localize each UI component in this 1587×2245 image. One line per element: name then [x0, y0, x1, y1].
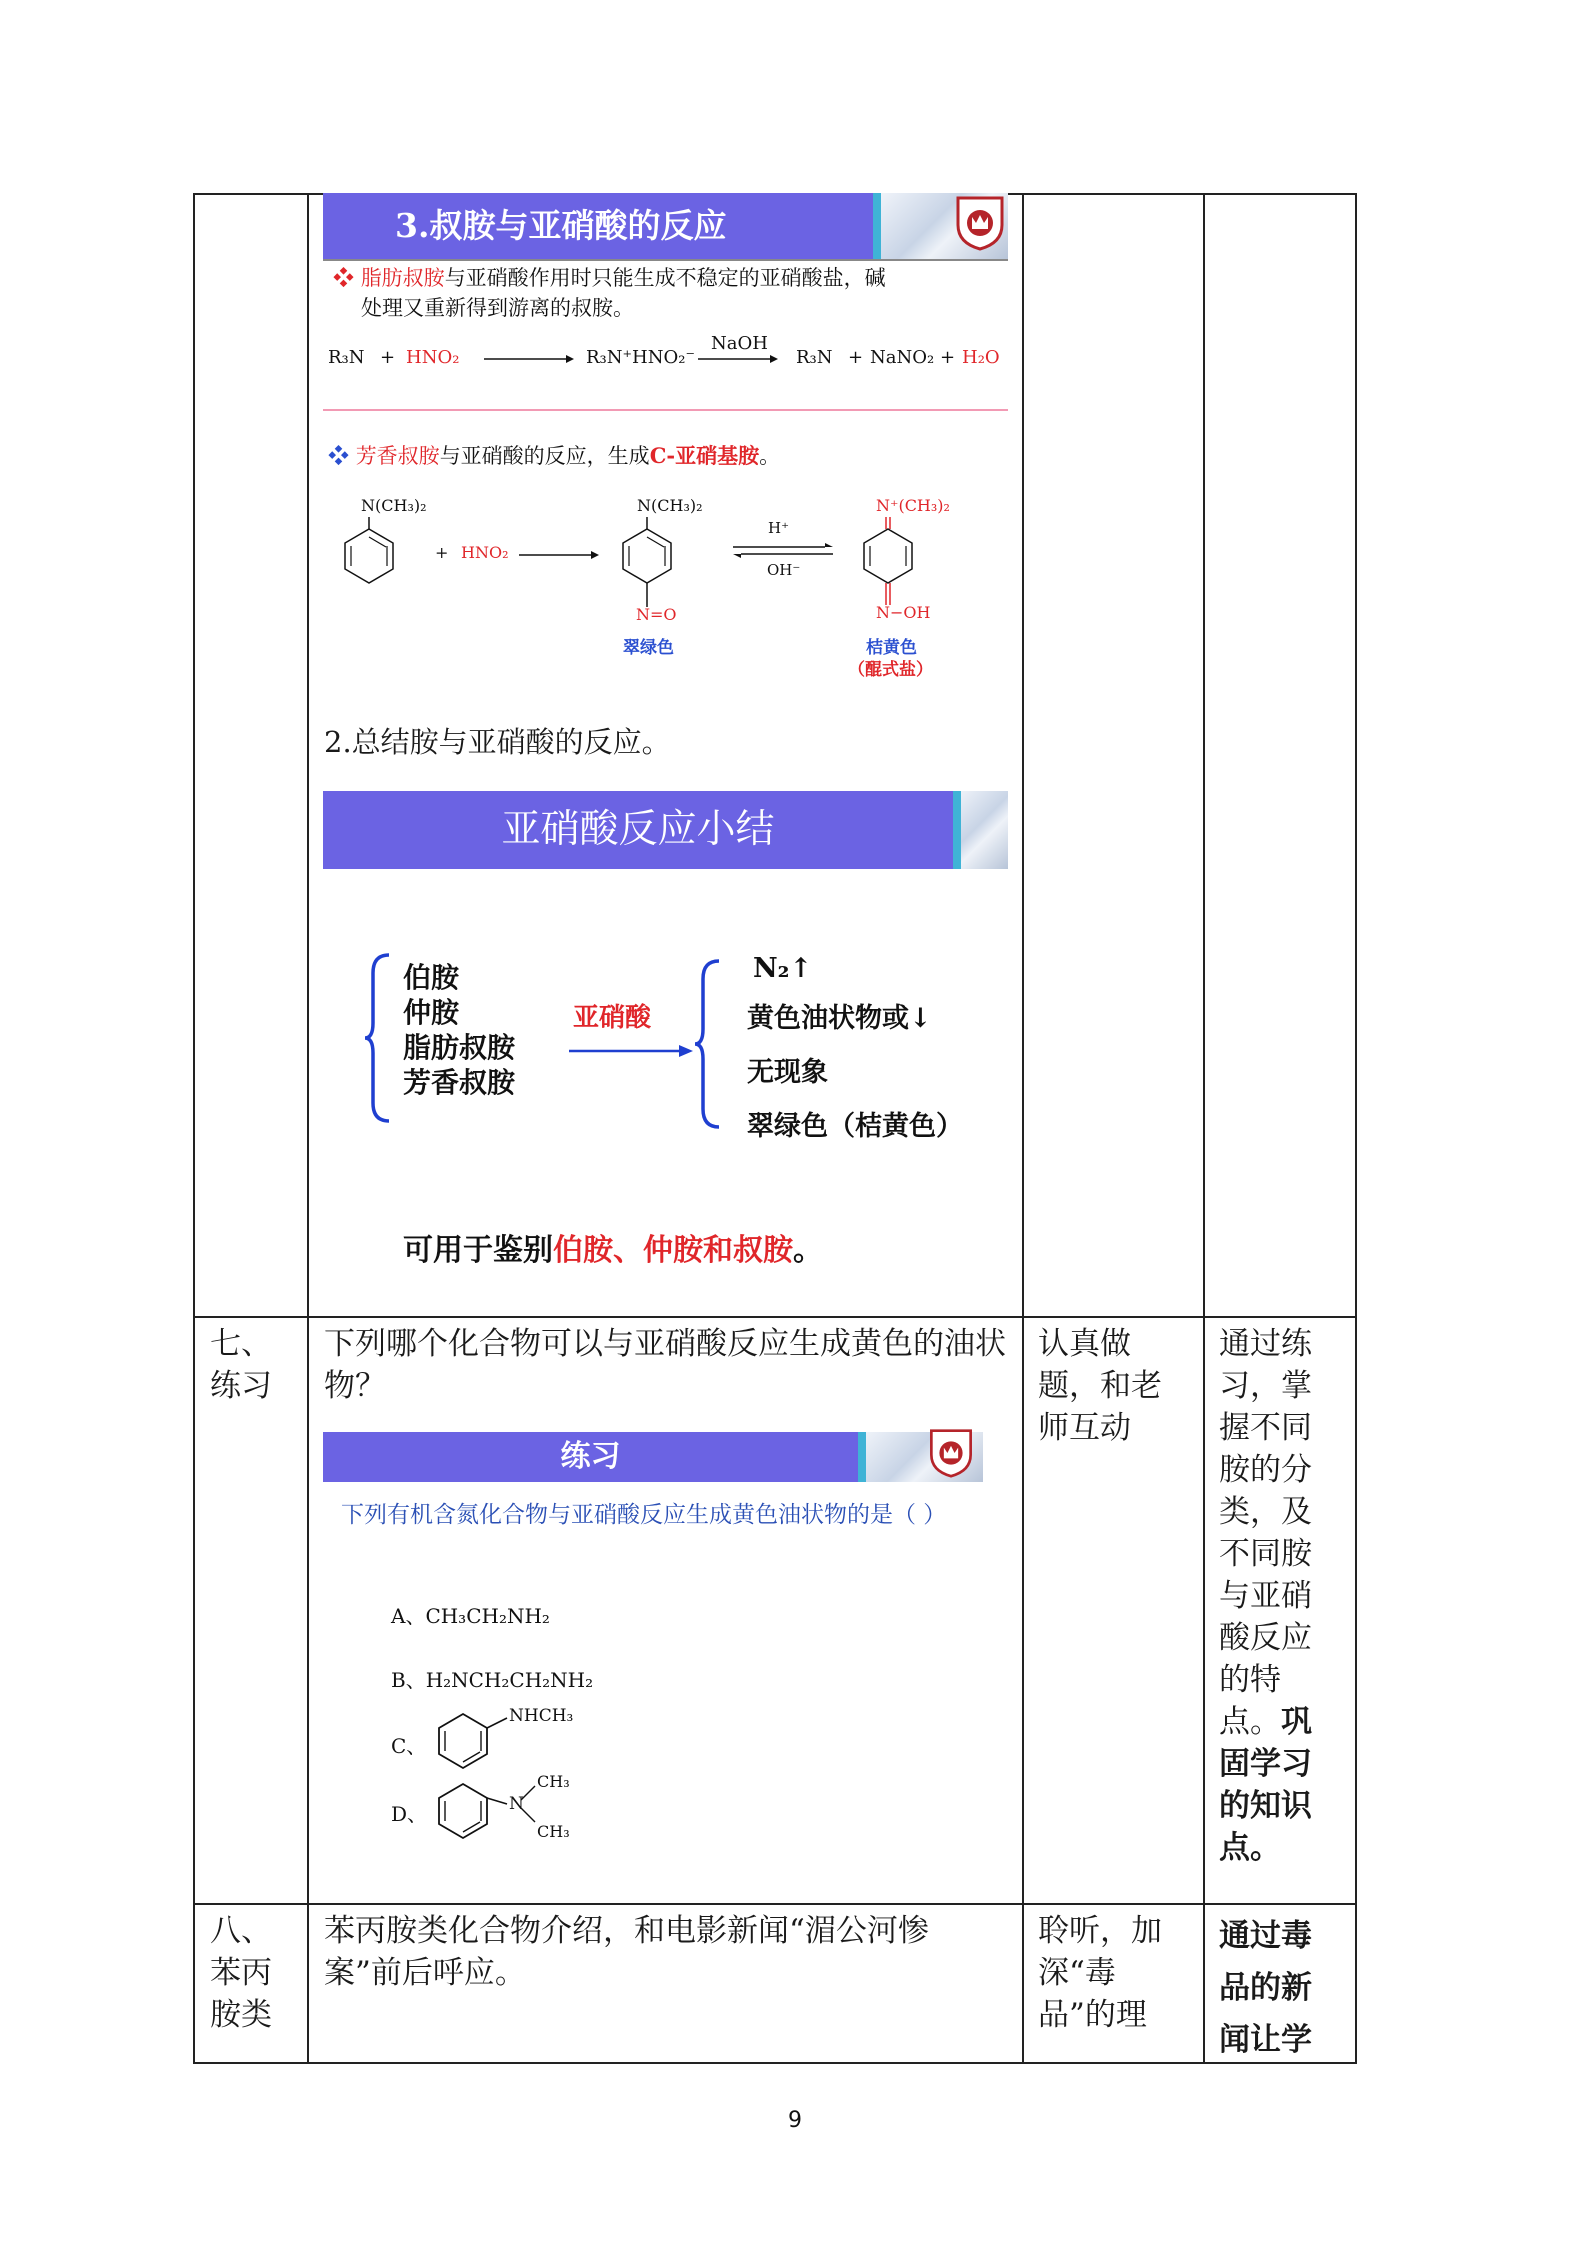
reaction-arrow-icon	[484, 353, 574, 365]
right-brace-icon	[693, 959, 723, 1129]
practice-banner-stripe	[858, 1432, 866, 1482]
struct3-group: N⁺(CH₃)₂	[876, 496, 950, 515]
amphetamine-col1	[210, 1910, 272, 2036]
purpose-line: 通过练	[1219, 1326, 1312, 1362]
purpose-line-bold: 的知识	[1219, 1788, 1312, 1824]
summary-banner	[323, 791, 953, 869]
row-divider-1	[193, 1316, 1356, 1318]
eq-hno2: HNO₂	[406, 347, 460, 368]
summary-conclusion	[403, 1225, 823, 1269]
purpose-line-bold: 点。	[1219, 1830, 1281, 1866]
label-emerald: 翠绿色	[623, 638, 674, 658]
practice-slide-question: 下列有机含氮化合物与亚硝酸反应生成黄色油状物的是（ ）	[341, 1502, 947, 1528]
label-orange: 桔黄色	[866, 638, 917, 658]
activity-line: 题，和老	[1038, 1368, 1162, 1404]
purpose-line-bold: 固学习	[1219, 1746, 1312, 1782]
bullet2-red-term2: C-亚硝基胺	[649, 443, 760, 468]
option-d-n: N	[509, 1794, 524, 1814]
option-a: A、CH₃CH₂NH₂	[391, 1604, 550, 1628]
content-line: 苯丙胺类化合物介绍，和电影新闻“湄公河惨	[324, 1913, 929, 1949]
practice-label: 练习	[210, 1368, 272, 1404]
diamond-bullet-icon: ❖	[333, 266, 361, 290]
slide-title-banner	[323, 193, 873, 259]
purpose-line: 类，及	[1219, 1494, 1312, 1530]
purpose-line: 的特	[1219, 1662, 1281, 1698]
summary-banner-decoration	[953, 791, 1008, 869]
quinoid-ring-icon	[860, 517, 916, 611]
struct1-group: N(CH₃)₂	[361, 496, 427, 515]
practice-banner	[323, 1432, 858, 1482]
option-c-group: NHCH₃	[509, 1706, 574, 1726]
summary-arrow-icon	[569, 1044, 693, 1058]
equation-row	[328, 333, 1008, 385]
eq-salt: R₃N⁺HNO₂⁻	[586, 347, 695, 368]
banner-stripe	[873, 193, 881, 259]
left-brace-icon	[363, 953, 393, 1123]
university-seal-icon	[955, 195, 1005, 251]
eq-plus-3: +	[940, 347, 956, 368]
banner-underline	[323, 259, 1008, 261]
purpose-line: 胺的分	[1219, 1452, 1312, 1488]
eq-h2o: H₂O	[962, 347, 1000, 368]
activity-line: 师互动	[1038, 1410, 1131, 1446]
right-item-emerald: 翠绿色（桔黄色）	[747, 1111, 963, 1142]
struct3-bottom: N−OH	[876, 603, 931, 622]
diamond-bullet-2-icon: ❖	[328, 444, 356, 468]
amphetamine-activity	[1038, 1910, 1162, 2036]
activity-line: 品”的理	[1038, 1997, 1147, 2033]
purpose-line: 习，掌	[1219, 1368, 1312, 1404]
practice-number: 七、	[210, 1326, 272, 1362]
practice-student-activity	[1038, 1323, 1162, 1449]
col-border-1	[307, 193, 309, 2064]
left-item-aromatic: 芳香叔胺	[403, 1066, 516, 1099]
benzene-ring-2-icon	[619, 517, 675, 611]
practice-seal-icon	[928, 1428, 974, 1478]
col-border-3	[1203, 193, 1205, 2064]
slide-practice	[323, 1432, 983, 1872]
practice-question: 下列哪个化合物可以与亚硝酸反应生成黄色的油状物？	[324, 1326, 1006, 1404]
option-d-ch3-bottom: CH₃	[537, 1822, 570, 1841]
section-number: 八、	[210, 1913, 272, 1949]
reaction-arrow-2-icon	[698, 353, 778, 365]
table-bottom-border	[193, 2062, 1356, 2064]
purpose-mixed-normal: 点。	[1219, 1704, 1281, 1740]
bullet2-text: 与亚硝酸的反应，生成	[439, 444, 650, 468]
summary-slide-title: 亚硝酸反应小结	[501, 807, 775, 852]
option-d-ch3-top: CH₃	[537, 1772, 570, 1791]
slide-nitrous-summary	[323, 791, 1008, 1291]
benzene-ring-1-icon	[341, 517, 397, 585]
purpose-line: 不同胺	[1219, 1536, 1312, 1572]
col-border-4	[1355, 193, 1357, 2064]
eq-r3n-2: R₃N	[796, 347, 833, 368]
pink-divider	[323, 409, 1008, 411]
struct2-group: N(CH₃)₂	[637, 496, 703, 515]
right-item-no-change: 无现象	[747, 1057, 828, 1088]
arrow-label: 亚硝酸	[573, 1003, 652, 1033]
right-item-yellow-oil: 黄色油状物或↓	[747, 1003, 932, 1034]
eq-naoh: NaOH	[711, 333, 768, 354]
activity-line: 聆听，加	[1038, 1913, 1162, 1949]
bullet2-red-term: 芳香叔胺	[355, 444, 440, 468]
page-number: 9	[788, 2108, 802, 2133]
left-item-secondary: 仲胺	[403, 996, 460, 1029]
bullet-1	[333, 263, 886, 293]
eq-plus-2: +	[848, 347, 864, 368]
summary-banner-stripe	[953, 791, 961, 869]
conclusion-red: 伯胺、仲胺和叔胺	[553, 1233, 793, 1268]
reaction-arrow-3-icon	[519, 549, 599, 561]
purpose-mixed-bold: 巩	[1281, 1704, 1312, 1740]
amphetamine-content	[324, 1910, 929, 1994]
equilibrium-arrow-icon	[733, 543, 833, 559]
option-d-label: D、	[391, 1802, 428, 1826]
struct-plus: +	[435, 543, 449, 562]
bullet1-red-term: 脂肪叔胺	[360, 266, 445, 290]
conclusion-text: 可用于鉴别	[403, 1233, 553, 1268]
eq-r3n: R₃N	[328, 347, 365, 368]
purpose-line-bold: 品的新	[1219, 1970, 1312, 2006]
summary-heading: 2.总结胺与亚硝酸的反应。	[324, 725, 671, 759]
struct-hplus: H⁺	[768, 519, 789, 537]
slide-tertiary-amine	[323, 193, 1008, 683]
eq-nano2: NaNO₂	[870, 347, 935, 368]
purpose-line: 酸反应	[1219, 1620, 1312, 1656]
conclusion-end: 。	[793, 1233, 823, 1268]
left-item-aliphatic: 脂肪叔胺	[403, 1031, 516, 1064]
activity-line: 深“毒	[1038, 1955, 1116, 1991]
practice-slide-title: 练习	[560, 1439, 621, 1474]
section-label: 胺类	[210, 1997, 272, 2033]
option-b: B、H₂NCH₂CH₂NH₂	[391, 1668, 594, 1692]
purpose-line-bold: 通过毒	[1219, 1918, 1312, 1954]
purpose-line: 与亚硝	[1219, 1578, 1312, 1614]
purpose-line: 握不同	[1219, 1410, 1312, 1446]
purpose-line-mixed	[1219, 1701, 1312, 1743]
section-label: 苯丙	[210, 1955, 272, 1991]
activity-line: 认真做	[1038, 1326, 1131, 1362]
right-item-n2: N₂↑	[753, 953, 813, 984]
eq-plus: +	[380, 347, 396, 368]
struct2-nitroso: N=O	[636, 605, 677, 624]
bullet2-end: 。	[759, 444, 781, 468]
slide-title: 3.叔胺与亚硝酸的反应	[395, 206, 727, 245]
col-border-2	[1022, 193, 1024, 2064]
content-line: 案”前后呼应。	[324, 1955, 526, 1991]
struct-hno2: HNO₂	[461, 543, 509, 562]
bullet-1-line2: 处理又重新得到游离的叔胺。	[361, 296, 634, 320]
left-item-primary: 伯胺	[403, 961, 460, 994]
bullet-2	[328, 441, 780, 471]
practice-col1	[210, 1323, 272, 1407]
struct-oh: OH⁻	[767, 561, 801, 579]
purpose-line-bold: 闻让学	[1219, 2022, 1312, 2058]
practice-purpose	[1219, 1323, 1312, 1869]
col-border-0	[193, 193, 195, 2064]
row-divider-2	[193, 1903, 1356, 1905]
label-quinoid-salt: （醌式盐）	[848, 660, 933, 680]
amphetamine-purpose	[1219, 1910, 1312, 2066]
bullet1-text: 与亚硝酸作用时只能生成不稳定的亚硝酸盐，碱	[444, 266, 886, 290]
option-c-label: C、	[391, 1734, 427, 1758]
